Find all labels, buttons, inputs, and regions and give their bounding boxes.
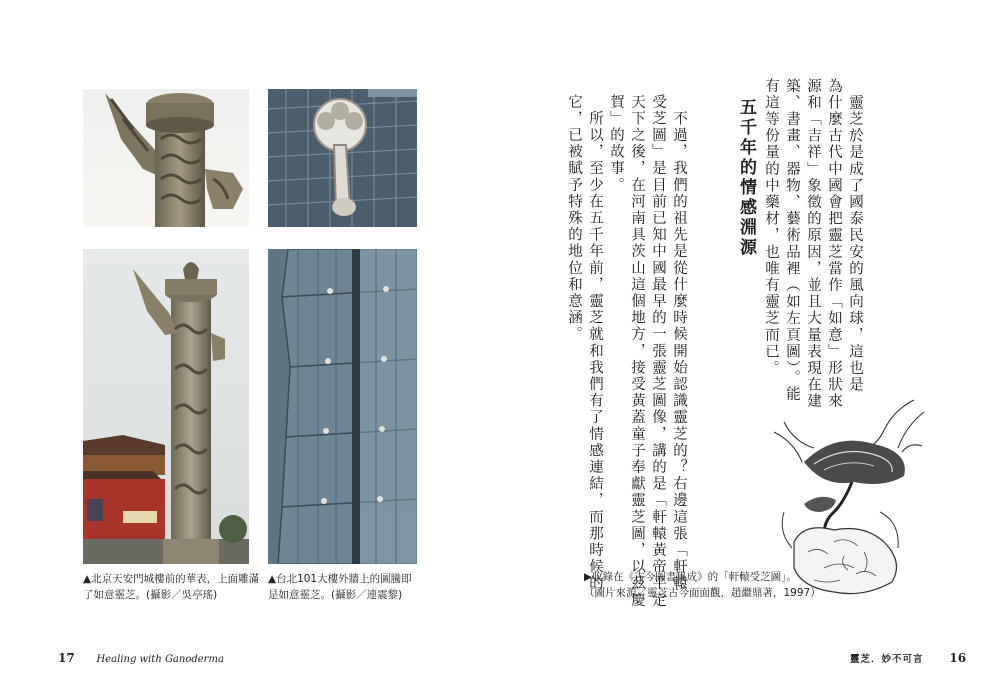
para1-line: 築、書畫、器物、藝術品裡（如左頁圖）。能: [784, 78, 800, 403]
left-running-title: Healing with Ganoderma: [96, 654, 224, 665]
tiananmen-caption: [83, 571, 263, 603]
paragraph-2: [563, 94, 689, 609]
para1-line: 源和「吉祥」象徵的原因，並且大量表現在建: [805, 78, 821, 410]
para2-line: 不過，我們的祖先是從什麼時候開始認識靈芝的？右邊這張「軒轅: [671, 94, 687, 592]
tiananmen-caption-line2: 了如意靈芝。(攝影／吳亭瑤): [83, 589, 218, 601]
right-running-title: 靈芝．妙不可言: [850, 654, 924, 665]
para2-line: 受芝圖」是目前已知中國最早的一張靈芝圖像，講的是「軒轅黃帝平定: [650, 94, 666, 609]
taipei101-caption: [268, 571, 438, 603]
illustration-caption: [584, 569, 844, 601]
para2-line: 所以，至少在五千年前，靈芝就和我們有了情感連結，而那時候的: [587, 94, 603, 592]
left-page-number: 17: [58, 651, 75, 665]
para2-line: 天下之後，在河南具茨山這個地方，接受黃蓋童子奉獻靈芝圖，以茲慶: [629, 94, 645, 609]
taipei101-caption-line1: ▲台北101大樓外牆上的圖騰即: [268, 573, 412, 585]
huabiao-closeup-photo: [83, 89, 249, 227]
paragraph-1: [760, 78, 865, 410]
tiananmen-huabiao-photo: [83, 249, 249, 564]
taipei101-facade-photo: [268, 249, 417, 564]
illustration-caption-line1: ▶收錄在《古今圖書集成》的「軒轅受芝圖」。: [584, 571, 797, 583]
para1-line: 靈芝於是成了國泰民安的風向球，這也是: [847, 78, 863, 394]
tiananmen-caption-line1: ▲北京天安門城樓前的華表，上面雕滿: [83, 573, 260, 585]
para2-line: 賀」的故事。: [608, 94, 624, 194]
left-footer: [58, 651, 224, 665]
section-heading: 五千年的情感淵源: [736, 98, 756, 258]
para1-line: 有這等份量的中藥材，也唯有靈芝而已。: [763, 78, 779, 377]
right-page-number: 16: [949, 651, 967, 665]
right-footer: [850, 651, 966, 665]
taipei101-caption-line2: 是如意靈芝。(攝影／連震黎): [268, 589, 403, 601]
taipei101-emblem-photo: [268, 89, 417, 227]
illustration-caption-line2: （圖片來源／靈芝古今面面觀，趙繼鼎著，1997）: [584, 587, 821, 599]
para1-line: 為什麼古代中國會把靈芝當作「如意」形狀來: [826, 78, 842, 410]
para2-line: 它，已被賦予特殊的地位和意涵。: [566, 94, 582, 343]
